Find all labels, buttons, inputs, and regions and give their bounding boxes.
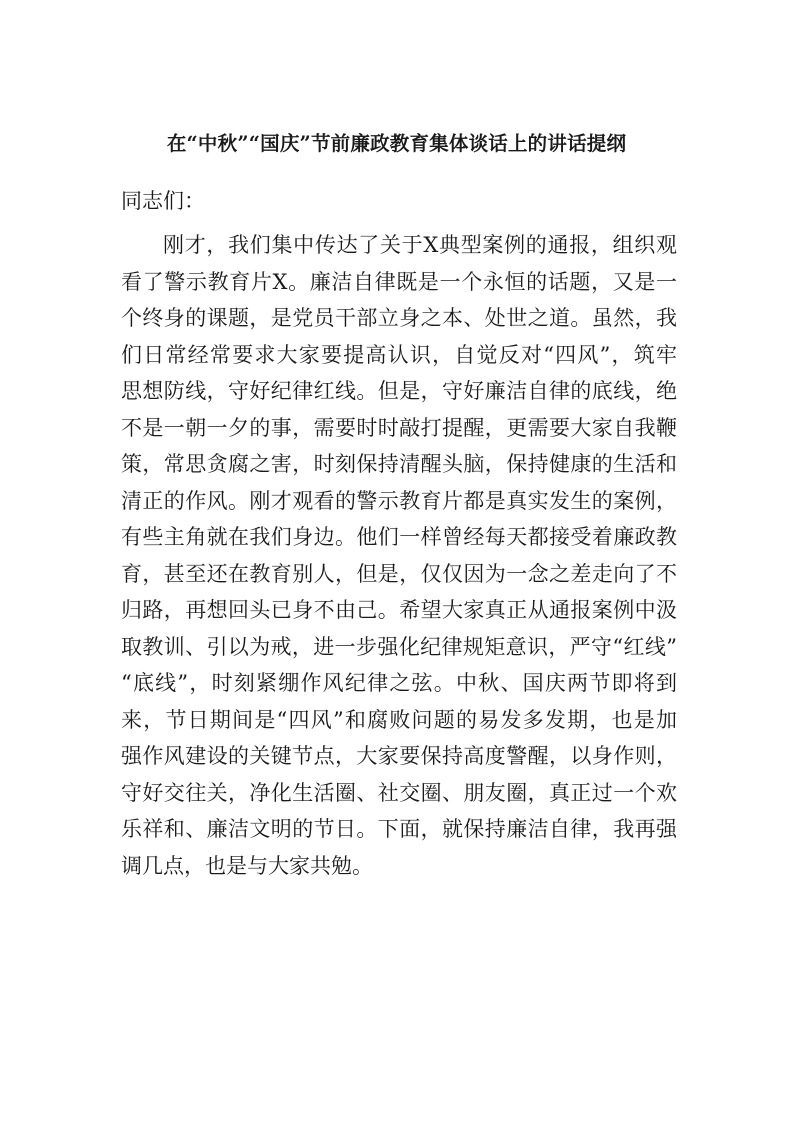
paragraph-line: 清正的作风。刚才观看的警示教育片都是真实发生的案例， [121,488,677,513]
document-title: 在“中秋”“国庆”节前廉政教育集体谈话上的讲话提纲 [166,132,627,155]
paragraph-line: 看了警示教育片X。廉洁自律既是一个永恒的话题，又是一 [121,269,677,294]
paragraph-line: 个终身的课题，是党员干部立身之本、处世之道。虽然，我 [121,306,677,330]
paragraph-line: 守好交往关，净化生活圈、社交圈、朋友圈，真正过一个欢 [121,780,677,805]
paragraph-line: 育，甚至还在教育别人，但是，仅仅因为一念之差走向了不 [121,561,677,586]
paragraph-line: 取教训、引以为戒，进一步强化纪律规矩意识，严守“红线” [121,634,677,659]
paragraph-line: 不是一朝一夕的事，需要时时敲打提醒，更需要大家自我鞭 [121,415,677,440]
paragraph-line: 策，常思贪腐之害，时刻保持清醒头脑，保持健康的生活和 [121,452,677,476]
paragraph-line: 们日常经常要求大家要提高认识，自觉反对“四风”，筑牢 [121,342,677,367]
paragraph-line: 调几点，也是与大家共勉。 [121,853,373,878]
paragraph-line: 归路，再想回头已身不由己。希望大家真正从通报案例中汲 [121,598,677,622]
paragraph-line: 刚才，我们集中传达了关于X典型案例的通报，组织观 [163,233,677,257]
paragraph-line: 思想防线，守好纪律红线。但是，守好廉洁自律的底线，绝 [121,379,677,403]
body-paragraph [121,227,677,884]
paragraph-line: 乐祥和、廉洁文明的节日。下面，就保持廉洁自律，我再强 [121,817,677,841]
paragraph-line: 强作风建设的关键节点，大家要保持高度警醒，以身作则， [121,744,677,768]
paragraph-line: 有些主角就在我们身边。他们一样曾经每天都接受着廉政教 [121,525,677,549]
salutation: 同志们： [121,189,205,213]
paragraph-line: “底线”，时刻紧绷作风纪律之弦。中秋、国庆两节即将到 [121,671,677,695]
paragraph-line: 来，节日期间是“四风”和腐败问题的易发多发期，也是加 [121,707,677,732]
